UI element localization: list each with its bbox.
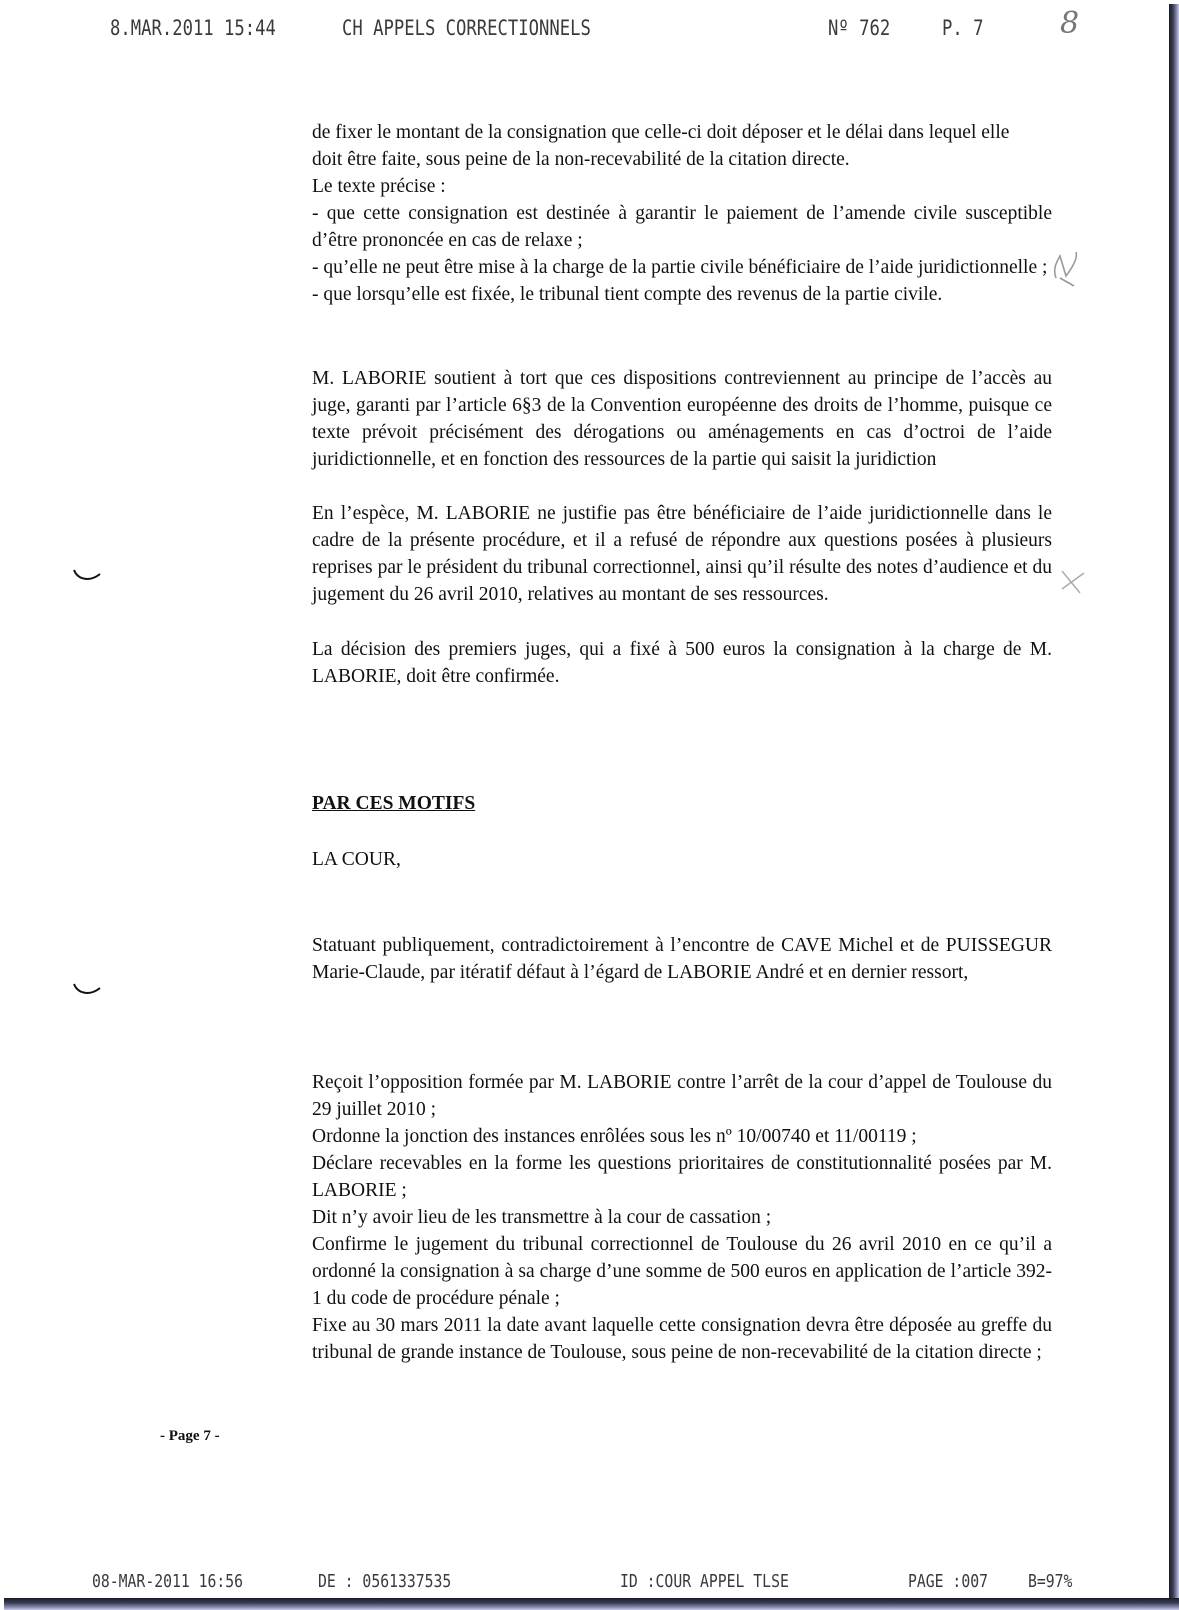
paragraph-access-to-judge: M. LABORIE soutient à tort que ces dispositions contreviennent au principe de l’accès au juge, garanti par l’article 6§3 de la Convention européenne des droits de l’homme, puisque ce texte prévoit précisément des dérogations ou aménagements en cas d’octroi de l’aide juridictionnelle, et en fonction des ressources de la partie qui saisit la juridiction xyxy=(312,368,1052,470)
decision-item: Déclare recevables en la forme les questions prioritaires de constitutionnalité posées par M. LABORIE ; xyxy=(312,1153,1052,1201)
court-label: LA COUR, xyxy=(312,849,401,870)
margin-mark-icon xyxy=(72,568,104,586)
list-item: - que cette consignation est destinée à garantir le paiement de l’amende civile susceptible d’être prononcée en cas de relaxe ; xyxy=(312,203,1052,251)
decision-item: Confirme le jugement du tribunal correctionnel de Toulouse du 26 avril 2010 en ce qu’il a ordonné la consignation à sa charge d’une somme de 500 euros en application de l’article 392-1 du code de procédure pénale ; xyxy=(312,1234,1052,1309)
decision-item: Fixe au 30 mars 2011 la date avant laquelle cette consignation devra être déposée au greffe du tribunal de grande instance de Toulouse, sous peine de non-recevabilité de la citation directe ; xyxy=(312,1315,1052,1363)
page-shadow-right xyxy=(1169,4,1179,1610)
section-heading: PAR CES MOTIFS xyxy=(312,793,476,814)
paragraph-line: de fixer le montant de la consignation que celle-ci doit déposer et le délai dans lequel elle xyxy=(312,122,1010,143)
paragraph-in-this-case: En l’espèce, M. LABORIE ne justifie pas être bénéficiaire de l’aide juridictionnelle dans le cadre de la présente procédure, et il a refusé de répondre aux questions posées à plusieurs reprises par le président du tribunal correctionnel, ainsi qu’il résulte des notes d’audience et du jugement du 26 avril 2010, relatives au montant de ses ressources. xyxy=(312,503,1052,605)
fax-footer-datetime: 08-MAR-2011 16:56 xyxy=(92,1571,244,1592)
fax-footer-page: PAGE :007 xyxy=(908,1571,988,1592)
paragraph-decision-confirmed: La décision des premiers juges, qui a fixé à 500 euros la consignation à la charge de M. LABORIE, doit être confirmée. xyxy=(312,639,1052,687)
fax-header-sender: CH APPELS CORRECTIONNELS xyxy=(342,16,591,40)
fax-header-datetime: 8.MAR.2011 15:44 xyxy=(110,16,276,40)
ruling-decisions xyxy=(312,1069,1052,1366)
margin-mark-icon xyxy=(72,982,104,1000)
handwritten-cross-icon xyxy=(1058,567,1088,597)
fax-header-page: P. 7 xyxy=(942,16,984,40)
list-item: - qu’elle ne peut être mise à la charge de la partie civile bénéficiaire de l’aide juridictionnelle ; xyxy=(312,257,1048,278)
list-item: - que lorsqu’elle est fixée, le tribunal tient compte des revenus de la partie civile. xyxy=(312,284,943,305)
decision-item: Reçoit l’opposition formée par M. LABORIE contre l’arrêt de la cour d’appel de Toulouse du 29 juillet 2010 ; xyxy=(312,1072,1052,1120)
list-intro: Le texte précise : xyxy=(312,176,446,197)
fax-header-number: Nº 762 xyxy=(828,16,891,40)
paragraph-line: doit être faite, sous peine de la non-recevabilité de la citation directe. xyxy=(312,149,850,170)
fax-footer-from: DE : 0561337535 xyxy=(318,1571,452,1592)
paragraph-consignation xyxy=(312,119,1052,308)
handwritten-checkmark-icon xyxy=(1048,248,1088,288)
decision-item: Ordonne la jonction des instances enrôlées sous les nº 10/00740 et 11/00119 ; xyxy=(312,1126,917,1147)
page-shadow-bottom xyxy=(4,1598,1179,1610)
handwritten-page-number: 8 xyxy=(1060,6,1080,41)
fax-footer-id: ID :COUR APPEL TLSE xyxy=(620,1571,789,1592)
fax-footer-quality: B=97% xyxy=(1028,1571,1073,1592)
ruling-statement: Statuant publiquement, contradictoirement à l’encontre de CAVE Michel et de PUISSEGUR Marie-Claude, par itératif défaut à l’égard de LABORIE André et en dernier ressort, xyxy=(312,935,1052,983)
decision-item: Dit n’y avoir lieu de les transmettre à la cour de cassation ; xyxy=(312,1207,772,1228)
page-number: - Page 7 - xyxy=(160,1428,220,1444)
